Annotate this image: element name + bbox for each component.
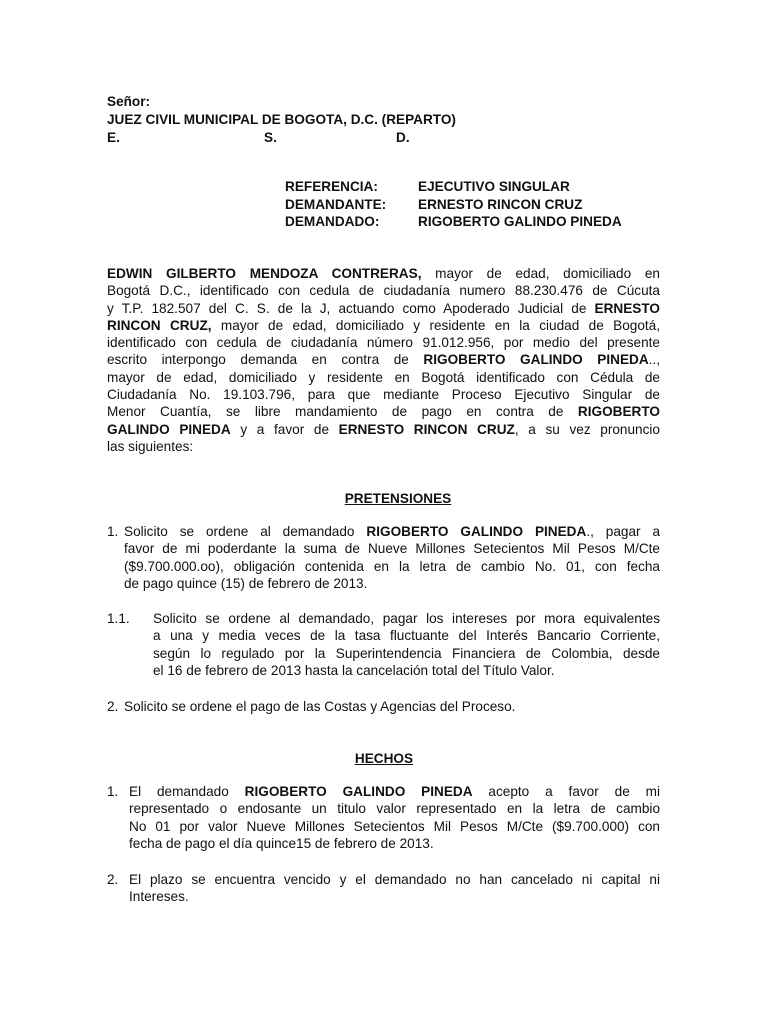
line-text: Intereses. [129,889,189,905]
reference-block [285,178,705,231]
line-text: Ciudadanía No. 19.103.796, para que mediante Proceso Ejecutivo Singular de [107,387,660,403]
section-title-hechos: HECHOS [354,751,414,766]
line-text: Bogotá D.C., identificado con cedula de ciudadanía numero 88.230.476 de Cúcuta [107,283,660,299]
item-number: 1.1. [107,611,130,626]
item-text [129,871,660,906]
text-line [107,403,660,420]
section-title-pretensiones: PRETENSIONES [344,491,452,506]
item-text [129,783,660,852]
text-line [129,818,660,835]
line-text: acepto a favor de mi [472,784,660,799]
line-text: El plazo se encuentra vencido y el demandado no han cancelado ni capital ni [129,872,660,887]
line-text: Solicito se ordene al demandado, pagar los intereses por mora equivalentes [153,611,660,626]
line-text: ($9.700.000.oo), obligación contenida en la letra de cambio No. 01, con fecha [124,558,660,574]
bold-text: ERNESTO [594,300,660,316]
esd-line [107,129,667,147]
line-text: de pago quince (15) de febrero de 2013. [124,575,368,591]
item-number: 2. [107,699,119,714]
text-line [129,783,660,800]
line-text: representado o endosante un titulo valor representado en la letra de cambio [129,801,660,817]
text-line [124,575,660,592]
line-text: identificado con cedula de ciudadanía número 91.012.956, por medio del presente [107,335,660,351]
line-text: No 01 por valor Nueve Millones Setecientos Mil Pesos M/Cte ($9.700.000) con [129,818,660,834]
esd-d: D. [396,130,410,145]
text-line [124,558,660,575]
item-number: 2. [107,872,119,887]
reference-row [285,213,705,231]
item-text [124,523,660,592]
text-line [153,645,660,662]
salutation: Señor: [107,94,151,109]
reference-row [285,196,705,214]
line-text: , a su vez pronuncio [514,421,660,437]
item-text [153,610,660,679]
text-line [107,317,660,334]
line-text: escrito interpongo demanda en contra de [107,352,424,368]
line-text: mayor de edad, domiciliado en [421,266,660,281]
reference-value: RIGOBERTO GALINDO PINEDA [418,214,622,229]
line-text: Menor Cuantía, se libre mandamiento de pago en contra de [107,404,578,420]
text-line [107,282,660,299]
line-text: según lo regulado por la Superintendencia Financiera de Colombia, desde [153,645,660,661]
item-number: 1. [107,784,119,799]
line-text: y T.P. 182.507 del C. S. de la J, actuando como Apoderado Judicial de [107,300,595,316]
text-line [124,540,660,557]
text-line [129,835,660,852]
addressee-block [107,93,667,147]
reference-key: DEMANDANTE: [285,196,387,212]
text-line [129,888,660,905]
line-text: Solicito se ordene al demandado [124,524,367,539]
item-number: 1. [107,524,119,539]
bold-text: RIGOBERTO GALINDO PINEDA [423,352,649,368]
text-line [107,300,660,317]
line-text: fecha de pago el día quince15 de febrero de 2013. [129,835,434,851]
bold-text: EDWIN GILBERTO MENDOZA CONTRERAS, [107,266,422,281]
line-text: mayor de edad, domiciliado y residente en Bogotá identificado con Cédula de [107,369,660,385]
line-text: a una y media veces de la tasa fluctuante del Interés Bancario Corriente, [153,628,660,644]
bold-text: GALINDO PINEDA [107,421,231,437]
line-text: Solicito se ordene el pago de las Costas y Agencias del Proceso. [124,699,516,714]
reference-value: EJECUTIVO SINGULAR [418,179,570,194]
esd-e: E. [107,130,120,145]
line-text: ., pagar a [586,524,660,539]
text-line [107,265,660,282]
text-line [153,610,660,627]
line-text: mayor de edad, domiciliado y residente en la ciudad de Bogotá, [211,317,660,333]
intro-paragraph [107,265,660,455]
text-line [107,334,660,351]
text-line [153,627,660,644]
text-line [124,523,660,540]
reference-key: REFERENCIA: [285,179,378,194]
text-line [107,386,660,403]
text-line [153,662,660,679]
bold-text: ERNESTO RINCON CRUZ [338,421,515,437]
bold-text: RIGOBERTO GALINDO PINEDA [366,524,587,539]
text-line [107,351,660,368]
text-line [129,800,660,817]
text-line [107,421,660,438]
bold-text: RIGOBERTO GALINDO PINEDA [244,784,473,799]
bold-text: RINCON CRUZ, [107,317,212,333]
text-line [107,369,660,386]
text-line [129,871,660,888]
line-text: y a favor de [230,421,339,437]
reference-value: ERNESTO RINCON CRUZ [418,196,583,212]
addressee: JUEZ CIVIL MUNICIPAL DE BOGOTA, D.C. (REPARTO) [107,112,456,127]
reference-key: DEMANDADO: [285,214,380,229]
line-text: El demandado [129,784,245,799]
line-text: las siguientes: [107,438,194,454]
reference-row [285,178,705,196]
line-text: el 16 de febrero de 2013 hasta la cancelación total del Título Valor. [153,662,555,678]
line-text: .., [648,352,660,368]
text-line [124,698,660,715]
item-text [124,698,660,715]
esd-s: S. [264,130,277,145]
bold-text: RIGOBERTO [577,404,660,420]
text-line [107,438,660,455]
line-text: favor de mi poderdante la suma de Nueve Millones Setecientos Mil Pesos M/Cte [124,541,660,557]
